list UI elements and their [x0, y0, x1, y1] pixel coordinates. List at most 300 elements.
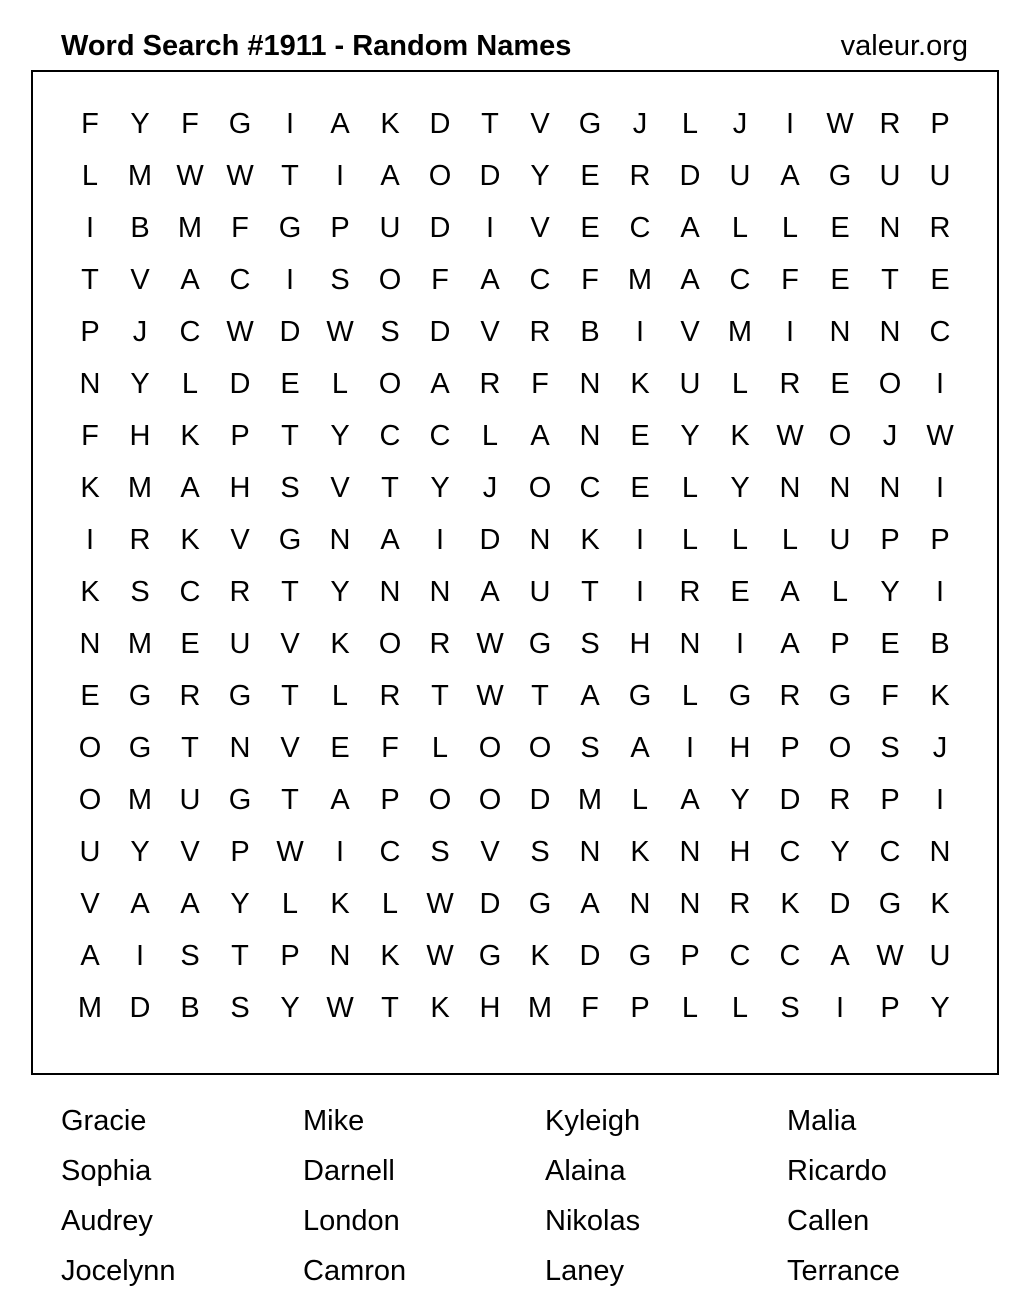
- grid-letter[interactable]: N: [79, 368, 101, 400]
- grid-letter[interactable]: U: [229, 628, 251, 660]
- grid-letter[interactable]: M: [127, 160, 153, 192]
- grid-letter[interactable]: O: [78, 732, 102, 764]
- grid-letter[interactable]: V: [130, 264, 150, 296]
- grid-letter[interactable]: E: [880, 628, 900, 660]
- grid-letter[interactable]: D: [779, 784, 801, 816]
- grid-letter[interactable]: H: [629, 628, 651, 660]
- grid-letter[interactable]: L: [681, 108, 699, 140]
- grid-letter[interactable]: L: [681, 472, 699, 504]
- grid-letter[interactable]: C: [379, 420, 401, 452]
- grid-letter[interactable]: L: [81, 160, 99, 192]
- grid-letter[interactable]: P: [780, 732, 800, 764]
- grid-letter[interactable]: N: [579, 420, 601, 452]
- grid-letter[interactable]: R: [879, 108, 901, 140]
- grid-letter[interactable]: V: [280, 732, 300, 764]
- grid-letter[interactable]: N: [529, 524, 551, 556]
- grid-letter[interactable]: I: [785, 316, 795, 348]
- grid-letter[interactable]: J: [132, 316, 148, 348]
- grid-letter[interactable]: R: [379, 680, 401, 712]
- grid-letter[interactable]: P: [930, 108, 950, 140]
- grid-letter[interactable]: I: [435, 524, 445, 556]
- grid-letter[interactable]: A: [180, 264, 200, 296]
- grid-letter[interactable]: L: [731, 212, 749, 244]
- grid-letter[interactable]: C: [779, 836, 801, 868]
- grid-letter[interactable]: A: [480, 264, 500, 296]
- grid-letter[interactable]: O: [478, 732, 502, 764]
- grid-letter[interactable]: U: [879, 160, 901, 192]
- grid-letter[interactable]: R: [729, 888, 751, 920]
- grid-letter[interactable]: T: [481, 108, 499, 140]
- grid-letter[interactable]: V: [530, 108, 550, 140]
- grid-letter[interactable]: A: [630, 732, 650, 764]
- grid-letter[interactable]: C: [929, 316, 951, 348]
- grid-letter[interactable]: V: [180, 836, 200, 868]
- grid-letter[interactable]: V: [330, 472, 350, 504]
- grid-letter[interactable]: V: [280, 628, 300, 660]
- grid-letter[interactable]: S: [380, 316, 400, 348]
- grid-letter[interactable]: P: [880, 524, 900, 556]
- grid-letter[interactable]: C: [229, 264, 251, 296]
- grid-letter[interactable]: G: [628, 680, 652, 712]
- grid-letter[interactable]: D: [279, 316, 301, 348]
- grid-letter[interactable]: T: [381, 992, 399, 1024]
- grid-letter[interactable]: T: [531, 680, 549, 712]
- grid-letter[interactable]: K: [380, 108, 400, 140]
- grid-letter[interactable]: R: [129, 524, 151, 556]
- grid-letter[interactable]: D: [429, 316, 451, 348]
- grid-letter[interactable]: O: [528, 472, 552, 504]
- grid-letter[interactable]: R: [679, 576, 701, 608]
- grid-letter[interactable]: A: [780, 576, 800, 608]
- grid-letter[interactable]: M: [627, 264, 653, 296]
- grid-letter[interactable]: P: [680, 940, 700, 972]
- grid-letter[interactable]: D: [529, 784, 551, 816]
- grid-letter[interactable]: K: [80, 576, 100, 608]
- grid-letter[interactable]: R: [179, 680, 201, 712]
- grid-letter[interactable]: C: [529, 264, 551, 296]
- grid-letter[interactable]: I: [635, 316, 645, 348]
- grid-letter[interactable]: I: [935, 784, 945, 816]
- grid-letter[interactable]: D: [429, 212, 451, 244]
- grid-letter[interactable]: A: [430, 368, 450, 400]
- grid-letter[interactable]: P: [380, 784, 400, 816]
- grid-letter[interactable]: K: [930, 680, 950, 712]
- grid-letter[interactable]: M: [177, 212, 203, 244]
- grid-letter[interactable]: S: [580, 732, 600, 764]
- grid-letter[interactable]: N: [329, 940, 351, 972]
- grid-letter[interactable]: S: [580, 628, 600, 660]
- grid-letter[interactable]: K: [930, 888, 950, 920]
- grid-letter[interactable]: N: [929, 836, 951, 868]
- grid-letter[interactable]: L: [331, 368, 349, 400]
- grid-letter[interactable]: N: [829, 316, 851, 348]
- grid-letter[interactable]: M: [127, 628, 153, 660]
- grid-letter[interactable]: N: [629, 888, 651, 920]
- grid-letter[interactable]: I: [485, 212, 495, 244]
- grid-letter[interactable]: S: [330, 264, 350, 296]
- grid-letter[interactable]: C: [179, 576, 201, 608]
- grid-letter[interactable]: S: [280, 472, 300, 504]
- grid-letter[interactable]: E: [830, 264, 850, 296]
- grid-letter[interactable]: U: [379, 212, 401, 244]
- grid-letter[interactable]: T: [281, 784, 299, 816]
- grid-letter[interactable]: R: [779, 680, 801, 712]
- grid-letter[interactable]: L: [331, 680, 349, 712]
- grid-letter[interactable]: F: [531, 368, 549, 400]
- grid-letter[interactable]: T: [231, 940, 249, 972]
- grid-letter[interactable]: C: [629, 212, 651, 244]
- grid-letter[interactable]: R: [479, 368, 501, 400]
- grid-letter[interactable]: V: [680, 316, 700, 348]
- grid-letter[interactable]: L: [631, 784, 649, 816]
- grid-letter[interactable]: A: [80, 940, 100, 972]
- grid-letter[interactable]: T: [181, 732, 199, 764]
- grid-letter[interactable]: E: [630, 472, 650, 504]
- grid-letter[interactable]: L: [731, 524, 749, 556]
- grid-letter[interactable]: I: [935, 368, 945, 400]
- grid-letter[interactable]: P: [880, 992, 900, 1024]
- grid-letter[interactable]: D: [479, 160, 501, 192]
- grid-letter[interactable]: J: [632, 108, 648, 140]
- grid-letter[interactable]: I: [835, 992, 845, 1024]
- grid-letter[interactable]: I: [635, 524, 645, 556]
- grid-letter[interactable]: U: [79, 836, 101, 868]
- grid-letter[interactable]: J: [932, 732, 948, 764]
- grid-letter[interactable]: L: [281, 888, 299, 920]
- grid-letter[interactable]: P: [230, 420, 250, 452]
- grid-letter[interactable]: K: [330, 628, 350, 660]
- grid-letter[interactable]: F: [381, 732, 399, 764]
- grid-letter[interactable]: G: [628, 940, 652, 972]
- grid-letter[interactable]: N: [79, 628, 101, 660]
- grid-letter[interactable]: T: [881, 264, 899, 296]
- grid-letter[interactable]: K: [180, 420, 200, 452]
- grid-letter[interactable]: S: [130, 576, 150, 608]
- grid-letter[interactable]: P: [330, 212, 350, 244]
- grid-letter[interactable]: R: [929, 212, 951, 244]
- grid-letter[interactable]: J: [882, 420, 898, 452]
- grid-letter[interactable]: O: [428, 784, 452, 816]
- grid-letter[interactable]: C: [379, 836, 401, 868]
- grid-letter[interactable]: E: [830, 212, 850, 244]
- grid-letter[interactable]: G: [228, 680, 252, 712]
- grid-letter[interactable]: N: [579, 836, 601, 868]
- grid-letter[interactable]: K: [180, 524, 200, 556]
- grid-letter[interactable]: M: [127, 784, 153, 816]
- grid-letter[interactable]: F: [81, 108, 99, 140]
- grid-letter[interactable]: Y: [130, 368, 150, 400]
- grid-letter[interactable]: Y: [430, 472, 450, 504]
- grid-letter[interactable]: B: [930, 628, 950, 660]
- grid-letter[interactable]: S: [780, 992, 800, 1024]
- grid-letter[interactable]: A: [330, 108, 350, 140]
- grid-letter[interactable]: P: [630, 992, 650, 1024]
- grid-letter[interactable]: N: [429, 576, 451, 608]
- grid-letter[interactable]: R: [629, 160, 651, 192]
- grid-letter[interactable]: C: [179, 316, 201, 348]
- grid-letter[interactable]: Y: [130, 836, 150, 868]
- grid-letter[interactable]: K: [80, 472, 100, 504]
- grid-letter[interactable]: A: [780, 628, 800, 660]
- grid-letter[interactable]: W: [176, 160, 204, 192]
- grid-letter[interactable]: I: [85, 212, 95, 244]
- grid-letter[interactable]: W: [326, 316, 354, 348]
- grid-letter[interactable]: Y: [280, 992, 300, 1024]
- grid-letter[interactable]: E: [580, 160, 600, 192]
- grid-letter[interactable]: U: [829, 524, 851, 556]
- grid-letter[interactable]: W: [476, 628, 504, 660]
- grid-letter[interactable]: Y: [530, 160, 550, 192]
- grid-letter[interactable]: S: [230, 992, 250, 1024]
- grid-letter[interactable]: O: [378, 368, 402, 400]
- grid-letter[interactable]: G: [528, 888, 552, 920]
- grid-letter[interactable]: G: [728, 680, 752, 712]
- grid-letter[interactable]: P: [230, 836, 250, 868]
- grid-letter[interactable]: T: [381, 472, 399, 504]
- grid-letter[interactable]: G: [228, 784, 252, 816]
- grid-letter[interactable]: D: [479, 524, 501, 556]
- grid-letter[interactable]: L: [781, 212, 799, 244]
- grid-letter[interactable]: L: [681, 680, 699, 712]
- grid-letter[interactable]: C: [779, 940, 801, 972]
- grid-letter[interactable]: K: [430, 992, 450, 1024]
- grid-letter[interactable]: D: [129, 992, 151, 1024]
- grid-letter[interactable]: R: [529, 316, 551, 348]
- grid-letter[interactable]: N: [679, 836, 701, 868]
- grid-letter[interactable]: W: [776, 420, 804, 452]
- grid-letter[interactable]: I: [935, 472, 945, 504]
- grid-letter[interactable]: M: [527, 992, 553, 1024]
- grid-letter[interactable]: K: [380, 940, 400, 972]
- grid-letter[interactable]: E: [930, 264, 950, 296]
- grid-letter[interactable]: S: [430, 836, 450, 868]
- grid-letter[interactable]: B: [130, 212, 150, 244]
- grid-letter[interactable]: M: [577, 784, 603, 816]
- grid-letter[interactable]: T: [281, 160, 299, 192]
- grid-letter[interactable]: F: [231, 212, 249, 244]
- grid-letter[interactable]: P: [880, 784, 900, 816]
- grid-letter[interactable]: C: [579, 472, 601, 504]
- grid-letter[interactable]: K: [780, 888, 800, 920]
- grid-letter[interactable]: U: [929, 160, 951, 192]
- grid-letter[interactable]: A: [830, 940, 850, 972]
- grid-letter[interactable]: U: [729, 160, 751, 192]
- grid-letter[interactable]: A: [680, 212, 700, 244]
- grid-letter[interactable]: N: [879, 316, 901, 348]
- grid-letter[interactable]: Y: [930, 992, 950, 1024]
- grid-letter[interactable]: I: [685, 732, 695, 764]
- grid-letter[interactable]: I: [735, 628, 745, 660]
- grid-letter[interactable]: G: [828, 680, 852, 712]
- grid-letter[interactable]: A: [130, 888, 150, 920]
- grid-letter[interactable]: H: [729, 836, 751, 868]
- grid-letter[interactable]: Y: [230, 888, 250, 920]
- grid-letter[interactable]: I: [785, 108, 795, 140]
- grid-letter[interactable]: T: [281, 420, 299, 452]
- grid-letter[interactable]: A: [380, 524, 400, 556]
- grid-letter[interactable]: B: [180, 992, 200, 1024]
- grid-letter[interactable]: W: [476, 680, 504, 712]
- grid-letter[interactable]: Y: [130, 108, 150, 140]
- grid-letter[interactable]: G: [828, 160, 852, 192]
- grid-letter[interactable]: F: [581, 992, 599, 1024]
- grid-letter[interactable]: H: [229, 472, 251, 504]
- grid-letter[interactable]: G: [878, 888, 902, 920]
- grid-letter[interactable]: L: [731, 368, 749, 400]
- grid-letter[interactable]: R: [229, 576, 251, 608]
- grid-letter[interactable]: W: [876, 940, 904, 972]
- grid-letter[interactable]: Y: [680, 420, 700, 452]
- grid-letter[interactable]: T: [281, 680, 299, 712]
- grid-letter[interactable]: N: [679, 628, 701, 660]
- grid-letter[interactable]: N: [329, 524, 351, 556]
- grid-letter[interactable]: A: [580, 680, 600, 712]
- grid-letter[interactable]: K: [730, 420, 750, 452]
- grid-letter[interactable]: W: [226, 316, 254, 348]
- grid-letter[interactable]: U: [179, 784, 201, 816]
- grid-letter[interactable]: Y: [730, 472, 750, 504]
- grid-letter[interactable]: U: [679, 368, 701, 400]
- grid-letter[interactable]: O: [828, 420, 852, 452]
- grid-letter[interactable]: L: [781, 524, 799, 556]
- grid-letter[interactable]: W: [426, 888, 454, 920]
- grid-letter[interactable]: E: [830, 368, 850, 400]
- grid-letter[interactable]: V: [480, 316, 500, 348]
- grid-letter[interactable]: O: [428, 160, 452, 192]
- grid-letter[interactable]: L: [731, 992, 749, 1024]
- grid-letter[interactable]: A: [380, 160, 400, 192]
- grid-letter[interactable]: O: [378, 628, 402, 660]
- grid-letter[interactable]: K: [630, 836, 650, 868]
- grid-letter[interactable]: D: [829, 888, 851, 920]
- grid-letter[interactable]: N: [379, 576, 401, 608]
- grid-letter[interactable]: A: [680, 264, 700, 296]
- grid-letter[interactable]: E: [180, 628, 200, 660]
- grid-letter[interactable]: L: [681, 524, 699, 556]
- grid-letter[interactable]: W: [276, 836, 304, 868]
- grid-letter[interactable]: G: [128, 732, 152, 764]
- grid-letter[interactable]: A: [180, 888, 200, 920]
- grid-letter[interactable]: B: [580, 316, 600, 348]
- grid-letter[interactable]: W: [226, 160, 254, 192]
- grid-letter[interactable]: A: [680, 784, 700, 816]
- grid-letter[interactable]: E: [330, 732, 350, 764]
- grid-letter[interactable]: F: [781, 264, 799, 296]
- grid-letter[interactable]: L: [181, 368, 199, 400]
- grid-letter[interactable]: N: [829, 472, 851, 504]
- grid-letter[interactable]: N: [579, 368, 601, 400]
- grid-letter[interactable]: R: [429, 628, 451, 660]
- grid-letter[interactable]: U: [529, 576, 551, 608]
- grid-letter[interactable]: Y: [880, 576, 900, 608]
- grid-letter[interactable]: V: [480, 836, 500, 868]
- grid-letter[interactable]: S: [880, 732, 900, 764]
- grid-letter[interactable]: S: [180, 940, 200, 972]
- grid-letter[interactable]: Y: [330, 576, 350, 608]
- grid-letter[interactable]: T: [81, 264, 99, 296]
- grid-letter[interactable]: L: [681, 992, 699, 1024]
- grid-letter[interactable]: I: [335, 160, 345, 192]
- grid-letter[interactable]: N: [779, 472, 801, 504]
- grid-letter[interactable]: G: [278, 524, 302, 556]
- grid-letter[interactable]: C: [729, 264, 751, 296]
- grid-letter[interactable]: K: [530, 940, 550, 972]
- grid-letter[interactable]: O: [828, 732, 852, 764]
- grid-letter[interactable]: O: [478, 784, 502, 816]
- grid-letter[interactable]: F: [431, 264, 449, 296]
- grid-letter[interactable]: T: [431, 680, 449, 712]
- grid-letter[interactable]: A: [480, 576, 500, 608]
- grid-letter[interactable]: K: [630, 368, 650, 400]
- grid-letter[interactable]: G: [278, 212, 302, 244]
- grid-letter[interactable]: M: [77, 992, 103, 1024]
- grid-letter[interactable]: L: [831, 576, 849, 608]
- grid-letter[interactable]: N: [879, 472, 901, 504]
- grid-letter[interactable]: A: [180, 472, 200, 504]
- grid-letter[interactable]: L: [381, 888, 399, 920]
- grid-letter[interactable]: M: [727, 316, 753, 348]
- grid-letter[interactable]: Y: [830, 836, 850, 868]
- grid-letter[interactable]: D: [679, 160, 701, 192]
- grid-letter[interactable]: E: [730, 576, 750, 608]
- grid-letter[interactable]: O: [78, 784, 102, 816]
- grid-letter[interactable]: N: [679, 888, 701, 920]
- grid-letter[interactable]: I: [285, 264, 295, 296]
- grid-letter[interactable]: G: [578, 108, 602, 140]
- grid-letter[interactable]: W: [826, 108, 854, 140]
- grid-letter[interactable]: A: [530, 420, 550, 452]
- grid-letter[interactable]: V: [80, 888, 100, 920]
- grid-letter[interactable]: A: [330, 784, 350, 816]
- grid-letter[interactable]: L: [481, 420, 499, 452]
- grid-letter[interactable]: F: [181, 108, 199, 140]
- grid-letter[interactable]: H: [479, 992, 501, 1024]
- grid-letter[interactable]: A: [580, 888, 600, 920]
- grid-letter[interactable]: N: [229, 732, 251, 764]
- grid-letter[interactable]: A: [780, 160, 800, 192]
- grid-letter[interactable]: G: [128, 680, 152, 712]
- grid-letter[interactable]: C: [729, 940, 751, 972]
- grid-letter[interactable]: T: [281, 576, 299, 608]
- grid-letter[interactable]: P: [930, 524, 950, 556]
- grid-letter[interactable]: G: [528, 628, 552, 660]
- grid-letter[interactable]: F: [581, 264, 599, 296]
- grid-letter[interactable]: I: [285, 108, 295, 140]
- grid-letter[interactable]: P: [280, 940, 300, 972]
- grid-letter[interactable]: J: [732, 108, 748, 140]
- grid-letter[interactable]: R: [779, 368, 801, 400]
- grid-letter[interactable]: K: [330, 888, 350, 920]
- grid-letter[interactable]: J: [482, 472, 498, 504]
- grid-letter[interactable]: U: [929, 940, 951, 972]
- grid-letter[interactable]: K: [580, 524, 600, 556]
- grid-letter[interactable]: D: [479, 888, 501, 920]
- grid-letter[interactable]: E: [630, 420, 650, 452]
- grid-letter[interactable]: C: [879, 836, 901, 868]
- grid-letter[interactable]: F: [881, 680, 899, 712]
- grid-letter[interactable]: F: [81, 420, 99, 452]
- grid-letter[interactable]: D: [429, 108, 451, 140]
- grid-letter[interactable]: G: [478, 940, 502, 972]
- grid-letter[interactable]: V: [230, 524, 250, 556]
- grid-letter[interactable]: O: [878, 368, 902, 400]
- grid-letter[interactable]: E: [280, 368, 300, 400]
- grid-letter[interactable]: O: [528, 732, 552, 764]
- grid-letter[interactable]: E: [580, 212, 600, 244]
- grid-letter[interactable]: E: [80, 680, 100, 712]
- grid-letter[interactable]: C: [429, 420, 451, 452]
- grid-letter[interactable]: G: [228, 108, 252, 140]
